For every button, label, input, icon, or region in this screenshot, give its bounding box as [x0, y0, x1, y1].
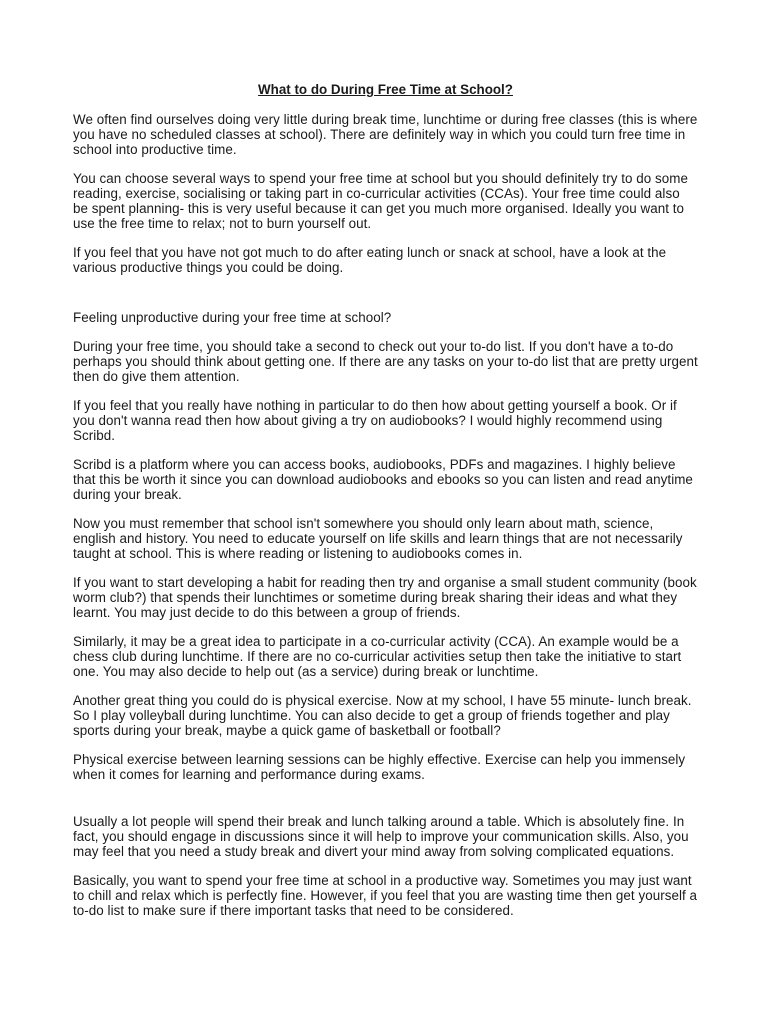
- paragraph-physical-exercise: Another great thing you could do is physical exercise. Now at my school, I have 55 minute- lunch break. So I play volleyball during lunchtime. You can also decide to get a group of friends together and play sports during your break, maybe a quick game of basketball or football?: [73, 693, 692, 738]
- document-title: What to do During Free Time at School?: [258, 82, 513, 97]
- paragraph-book: If you feel that you really have nothing in particular to do then how about getting yourself a book. Or if you don't wanna read then how about giving a try on audiobooks? I would highly recommend using Scribd.: [73, 398, 677, 443]
- paragraph-ways: You can choose several ways to spend your free time at school but you should definitely try to do some reading, exercise, socialising or taking part in co-curricular activities (CCAs). Your free time could also be spent planning- this is very useful because it can get you much more organised. Ideally you want to use the free time to relax; not to burn yourself out.: [73, 171, 688, 231]
- paragraph-scribd: Scribd is a platform where you can access books, audiobooks, PDFs and magazines. I highly believe that this be worth it since you can download audiobooks and ebooks so you can listen and read anytime during your break.: [73, 457, 693, 502]
- document-page: [73, 82, 698, 932]
- paragraph-todo-list: During your free time, you should take a second to check out your to-do list. If you don't have a to-do perhaps you should think about getting one. If there are any tasks on your to-do list that are pretty urgent then do give them attention.: [73, 339, 698, 384]
- paragraph-cca: Similarly, it may be a great idea to participate in a co-curricular activity (CCA). An example would be a chess club during lunchtime. If there are no co-curricular activities setup then take the initiative to start one. You may also decide to help out (as a service) during break or lunchtime.: [73, 634, 682, 679]
- section-heading-unproductive: Feeling unproductive during your free time at school?: [73, 310, 392, 325]
- paragraph-talking: Usually a lot people will spend their break and lunch talking around a table. Which is absolutely fine. In fact, you should engage in discussions since it will help to improve your communication skills. Also, you may feel that you need a study break and divert your mind away from solving complicated equations.: [73, 814, 689, 859]
- paragraph-intro: We often find ourselves doing very little during break time, lunchtime or during free classes (this is where you have no scheduled classes at school). There are definitely way in which you could turn free time in school into productive time.: [73, 112, 698, 157]
- paragraph-life-skills: Now you must remember that school isn't somewhere you should only learn about math, science, english and history. You need to educate yourself on life skills and learn things that are not necessarily taught at school. This is where reading or listening to audiobooks comes in.: [73, 516, 683, 561]
- paragraph-conclusion: Basically, you want to spend your free time at school in a productive way. Sometimes you may just want to chill and relax which is perfectly fine. However, if you feel that you are wasting time then get yourself a to-do list to make sure if there important tasks that need to be considered.: [73, 873, 698, 918]
- paragraph-reading-club: If you want to start developing a habit for reading then try and organise a small student community (book worm club?) that spends their lunchtimes or sometime during break sharing their ideas and what they learnt. You may just decide to do this between a group of friends.: [73, 575, 697, 620]
- paragraph-look: If you feel that you have not got much to do after eating lunch or snack at school, have a look at the various productive things you could be doing.: [73, 245, 667, 275]
- paragraph-exercise-effective: Physical exercise between learning sessions can be highly effective. Exercise can help you immensely when it comes for learning and performance during exams.: [73, 752, 686, 782]
